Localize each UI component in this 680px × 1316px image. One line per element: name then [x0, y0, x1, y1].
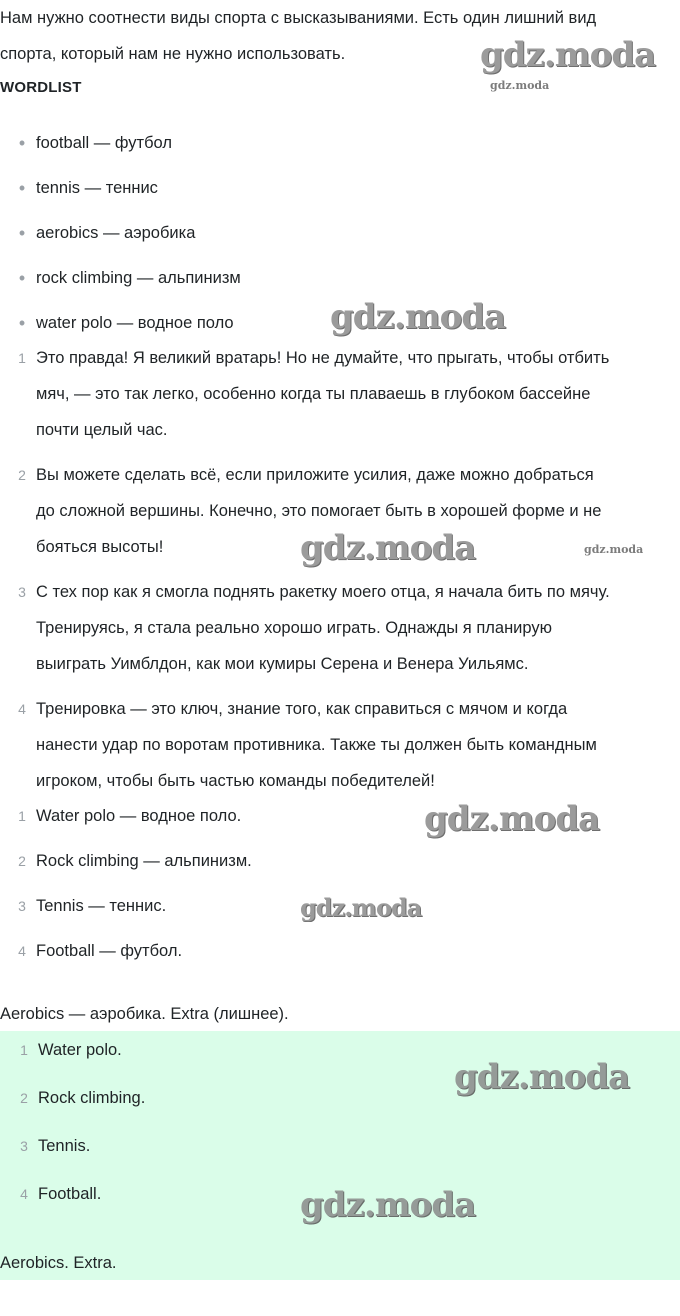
watermark-logo: gdz.moda: [490, 79, 550, 92]
bullet-icon: •: [18, 178, 26, 198]
statement-item: 3 С тех пор как я смогла поднять ракетку моего отца, я начала бить по мячу. Тренируясь, я стала реально хорошо играть. Однажды я планирую выиграть Уимблдон, как мои кумиры Серена и Венера Уильямс.: [18, 583, 610, 673]
watermark-logo: gdz.moda: [300, 1185, 476, 1225]
answer-box-item: 3 Tennis.: [20, 1137, 91, 1155]
list-item: • football — футбол: [36, 125, 676, 161]
intro-line-2: спорта, который нам не нужно использовать.: [0, 45, 346, 63]
statement-item: 1 Это правда! Я великий вратарь! Но не думайте, что прыгать, чтобы отбить мяч, — это так легко, особенно когда ты плаваешь в глубоком бассейне почти целый час.: [18, 349, 610, 439]
answer-item: 4 Football — футбол.: [18, 942, 183, 960]
list-item: • tennis — теннис: [36, 170, 676, 206]
list-item: • rock climbing — альпинизм: [36, 260, 676, 296]
answer-box-extra: Aerobics. Extra.: [0, 1254, 117, 1272]
wordlist-heading: WORDLIST: [0, 79, 82, 96]
bullet-icon: •: [18, 223, 26, 243]
statement-item: 4 Тренировка — это ключ, знание того, как справиться с мячом и когда нанести удар по воротам противника. Также ты должен быть командным игроком, чтобы быть частью команды победителей!: [18, 700, 597, 790]
answer-box-item: 1 Water polo.: [20, 1041, 122, 1059]
bullet-icon: •: [18, 313, 26, 333]
watermark-logo: gdz.moda: [584, 543, 644, 556]
answer-item: 1 Water polo — водное поло.: [18, 807, 242, 825]
watermark-logo: gdz.moda: [300, 893, 422, 922]
answer-box-item: 4 Football.: [20, 1185, 102, 1203]
watermark-logo: gdz.moda: [424, 799, 600, 839]
list-item: • aerobics — аэробика: [36, 215, 676, 251]
extra-ru: Aerobics — аэробика. Extra (лишнее).: [0, 1005, 289, 1023]
bullet-icon: •: [18, 268, 26, 288]
bullet-icon: •: [18, 133, 26, 153]
list-item: • water polo — водное поло: [36, 305, 676, 341]
answer-item: 2 Rock climbing — альпинизм.: [18, 852, 252, 870]
statement-item: 2 Вы можете сделать всё, если приложите усилия, даже можно добраться до сложной вершины. Конечно, это помогает быть в хорошей форме и не бояться высоты!: [18, 466, 602, 556]
watermark-logo: gdz.moda: [330, 297, 506, 337]
intro-line-1: Нам нужно соотнести виды спорта с высказываниями. Есть один лишний вид: [0, 9, 597, 27]
watermark-logo: gdz.moda: [300, 528, 476, 568]
answer-item: 3 Tennis — теннис.: [18, 897, 167, 915]
watermark-logo: gdz.moda: [454, 1057, 630, 1097]
watermark-logo: gdz.moda: [480, 35, 656, 75]
answer-box-item: 2 Rock climbing.: [20, 1089, 146, 1107]
